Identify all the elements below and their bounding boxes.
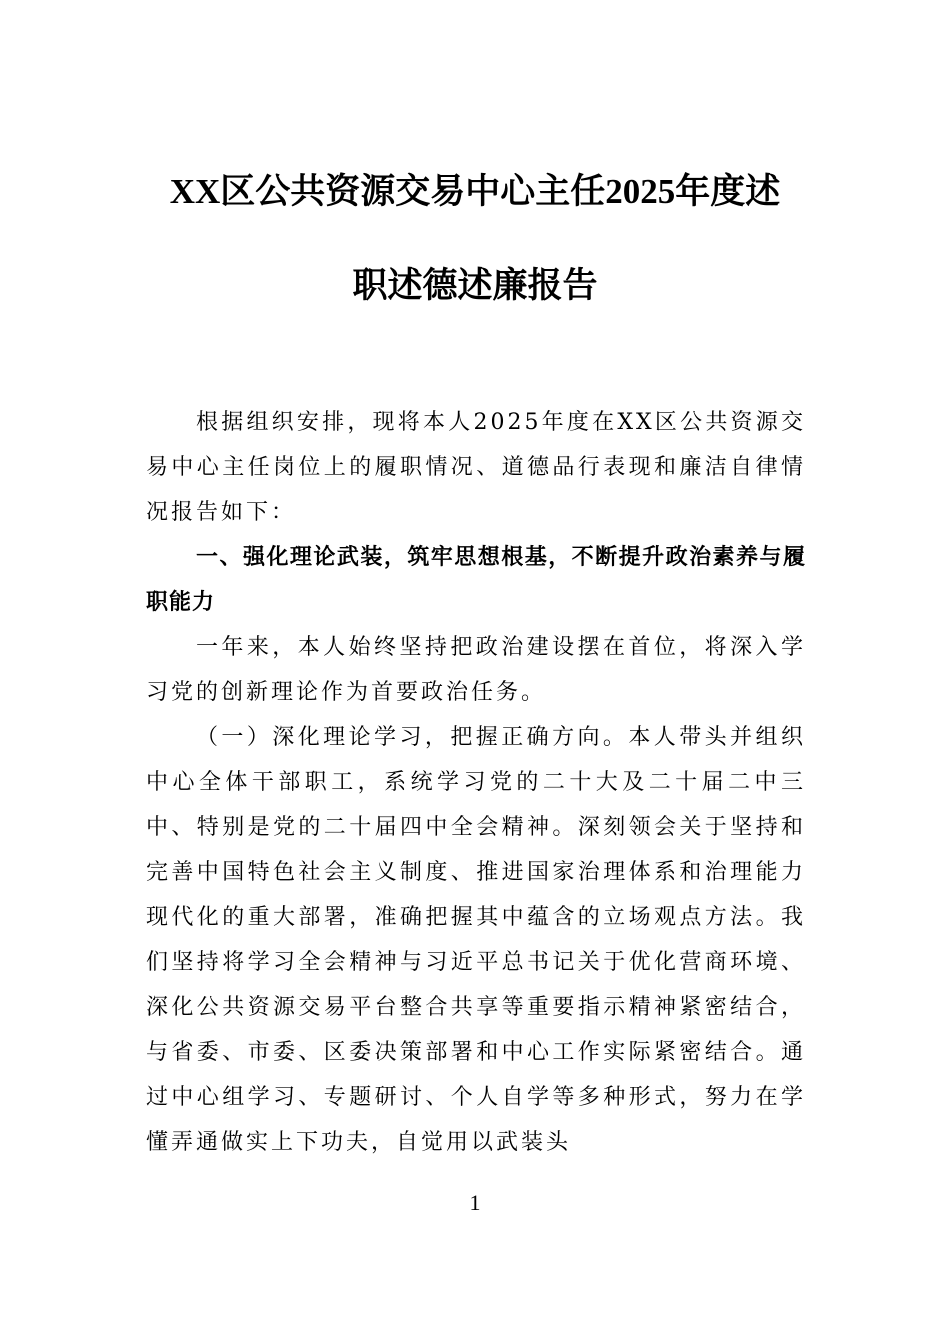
document-title-line-1: XX区公共资源交易中心主任2025年度述 bbox=[169, 172, 781, 211]
intro-paragraph: 根据组织安排，现将本人2025年度在XX区公共资源交易中心主任岗位上的履职情况、道德品行表现和廉洁自律情况报告如下： bbox=[146, 410, 806, 525]
subsection-1-heading: （一）深化理论学习，把握正确方向。 bbox=[196, 725, 629, 750]
document-title-line-2: 职述德述廉报告 bbox=[352, 266, 598, 305]
document-body bbox=[146, 400, 806, 1165]
page-number: 1 bbox=[469, 1190, 481, 1215]
section-1-heading: 一、强化理论武装，筑牢思想根基，不断提升政治素养与履职能力 bbox=[146, 545, 806, 615]
section-1-paragraph: 一年来，本人始终坚持把政治建设摆在首位，将深入学习党的创新理论作为首要政治任务。 bbox=[146, 635, 806, 705]
subsection-1-paragraph bbox=[146, 715, 806, 1165]
subsection-1-body: 本人带头并组织中心全体干部职工，系统学习党的二十大及二十届二中三中、特别是党的二十届四中全会精神。深刻领会关于坚持和完善中国特色社会主义制度、推进国家治理体系和治理能力现代化的重大部署，准确把握其中蕴含的立场观点方法。我们坚持将学习全会精神与习近平总书记关于优化营商环境、深化公共资源交易平台整合共享等重要指示精神紧密结合，与省委、市委、区委决策部署和中心工作实际紧密结合。通过中心组学习、专题研讨、个人自学等多种形式，努力在学懂弄通做实上下功夫，自觉用以武装头 bbox=[146, 725, 806, 1155]
